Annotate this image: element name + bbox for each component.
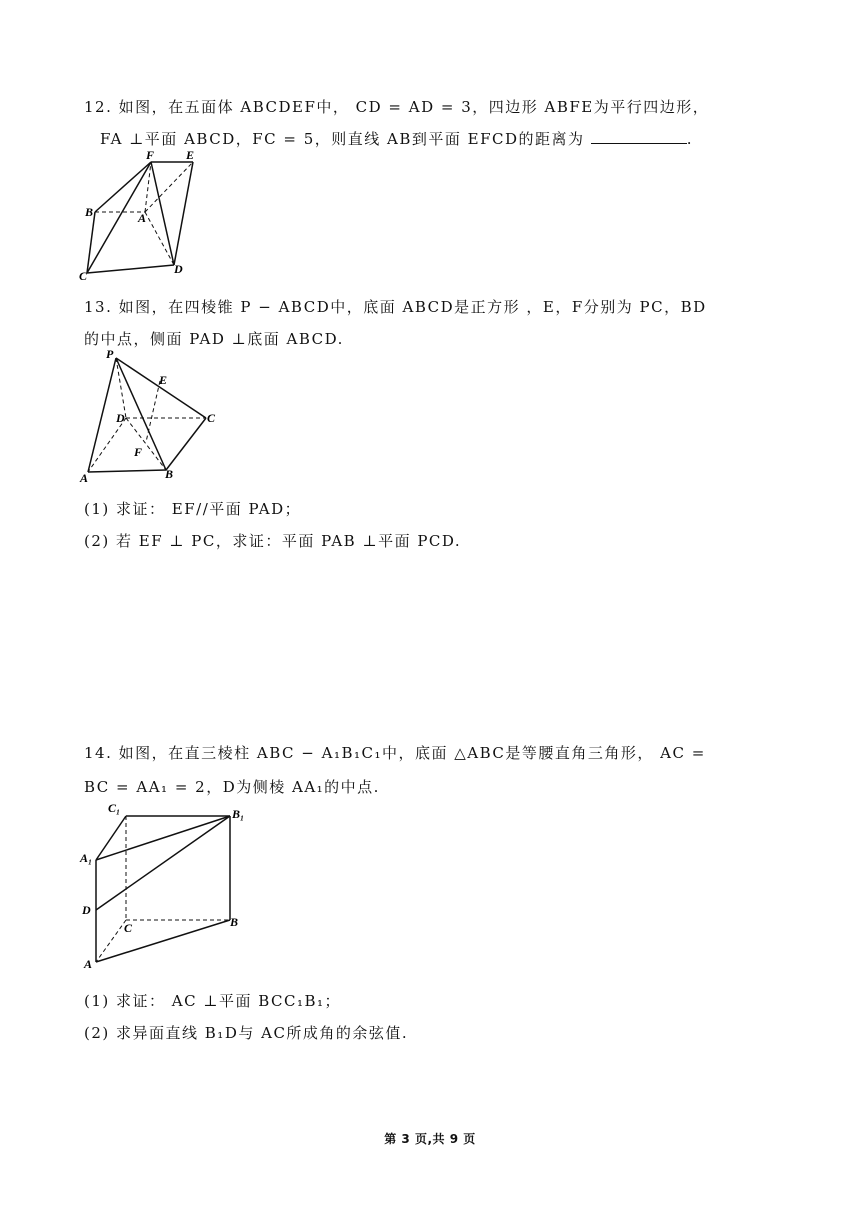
label-C: C bbox=[79, 269, 88, 283]
label-D: D bbox=[174, 262, 183, 276]
q12-line2 bbox=[100, 128, 693, 149]
answer-blank bbox=[591, 129, 687, 144]
label-C: C bbox=[124, 921, 133, 935]
label-D: D bbox=[82, 903, 91, 917]
label-B: B bbox=[230, 915, 239, 929]
q13-part2: (2) 若 EF ⊥ PC，求证：平面 PAB ⊥平面 PCD. bbox=[84, 532, 462, 550]
page-number: 第 3 页,共 9 页 bbox=[384, 1132, 476, 1146]
label-B: B bbox=[85, 205, 94, 219]
q14-figure bbox=[76, 800, 256, 972]
label-B1: B₁ bbox=[232, 807, 245, 821]
q13-figure bbox=[76, 348, 226, 483]
label-C1: C₁ bbox=[108, 801, 121, 815]
q13-line2: 的中点，侧面 PAD ⊥底面 ABCD. bbox=[84, 330, 344, 348]
label-E: E bbox=[186, 148, 195, 162]
q12-period: . bbox=[686, 130, 694, 148]
q14-line1: 14. 如图，在直三棱柱 ABC − A₁B₁C₁中，底面 △ABC是等腰直角三角形， AC = bbox=[84, 744, 706, 762]
label-B: B bbox=[165, 467, 174, 481]
label-C: C bbox=[207, 411, 216, 425]
q13-line1: 13. 如图，在四棱锥 P − ABCD中，底面 ABCD是正方形 ，E，F分别为 PC，BD bbox=[84, 298, 707, 316]
label-A: A bbox=[80, 471, 89, 483]
label-A: A bbox=[138, 211, 147, 225]
label-F: F bbox=[134, 445, 143, 459]
q12-line2-text: FA ⊥平面 ABCD，FC = 5，则直线 AB到平面 EFCD的距离为 bbox=[100, 130, 585, 148]
label-D: D bbox=[116, 411, 125, 425]
q14-part1: (1) 求证： AC ⊥平面 BCC₁B₁； bbox=[84, 992, 342, 1010]
q13-part1: (1) 求证： EF//平面 PAD； bbox=[84, 500, 302, 518]
label-E: E bbox=[159, 373, 168, 387]
label-A: A bbox=[84, 957, 93, 971]
q14-part2: (2) 求异面直线 B₁D与 AC所成角的余弦值. bbox=[84, 1024, 409, 1042]
label-A1: A₁ bbox=[80, 851, 93, 865]
q14-line2: BC = AA₁ = 2，D为侧棱 AA₁的中点. bbox=[84, 778, 380, 796]
label-F: F bbox=[146, 148, 155, 162]
q12-line1: 12. 如图，在五面体 ABCDEF中， CD = AD = 3，四边形 ABFE为平行四边形， bbox=[84, 98, 710, 116]
q12-figure bbox=[76, 148, 206, 283]
label-P: P bbox=[106, 348, 114, 361]
